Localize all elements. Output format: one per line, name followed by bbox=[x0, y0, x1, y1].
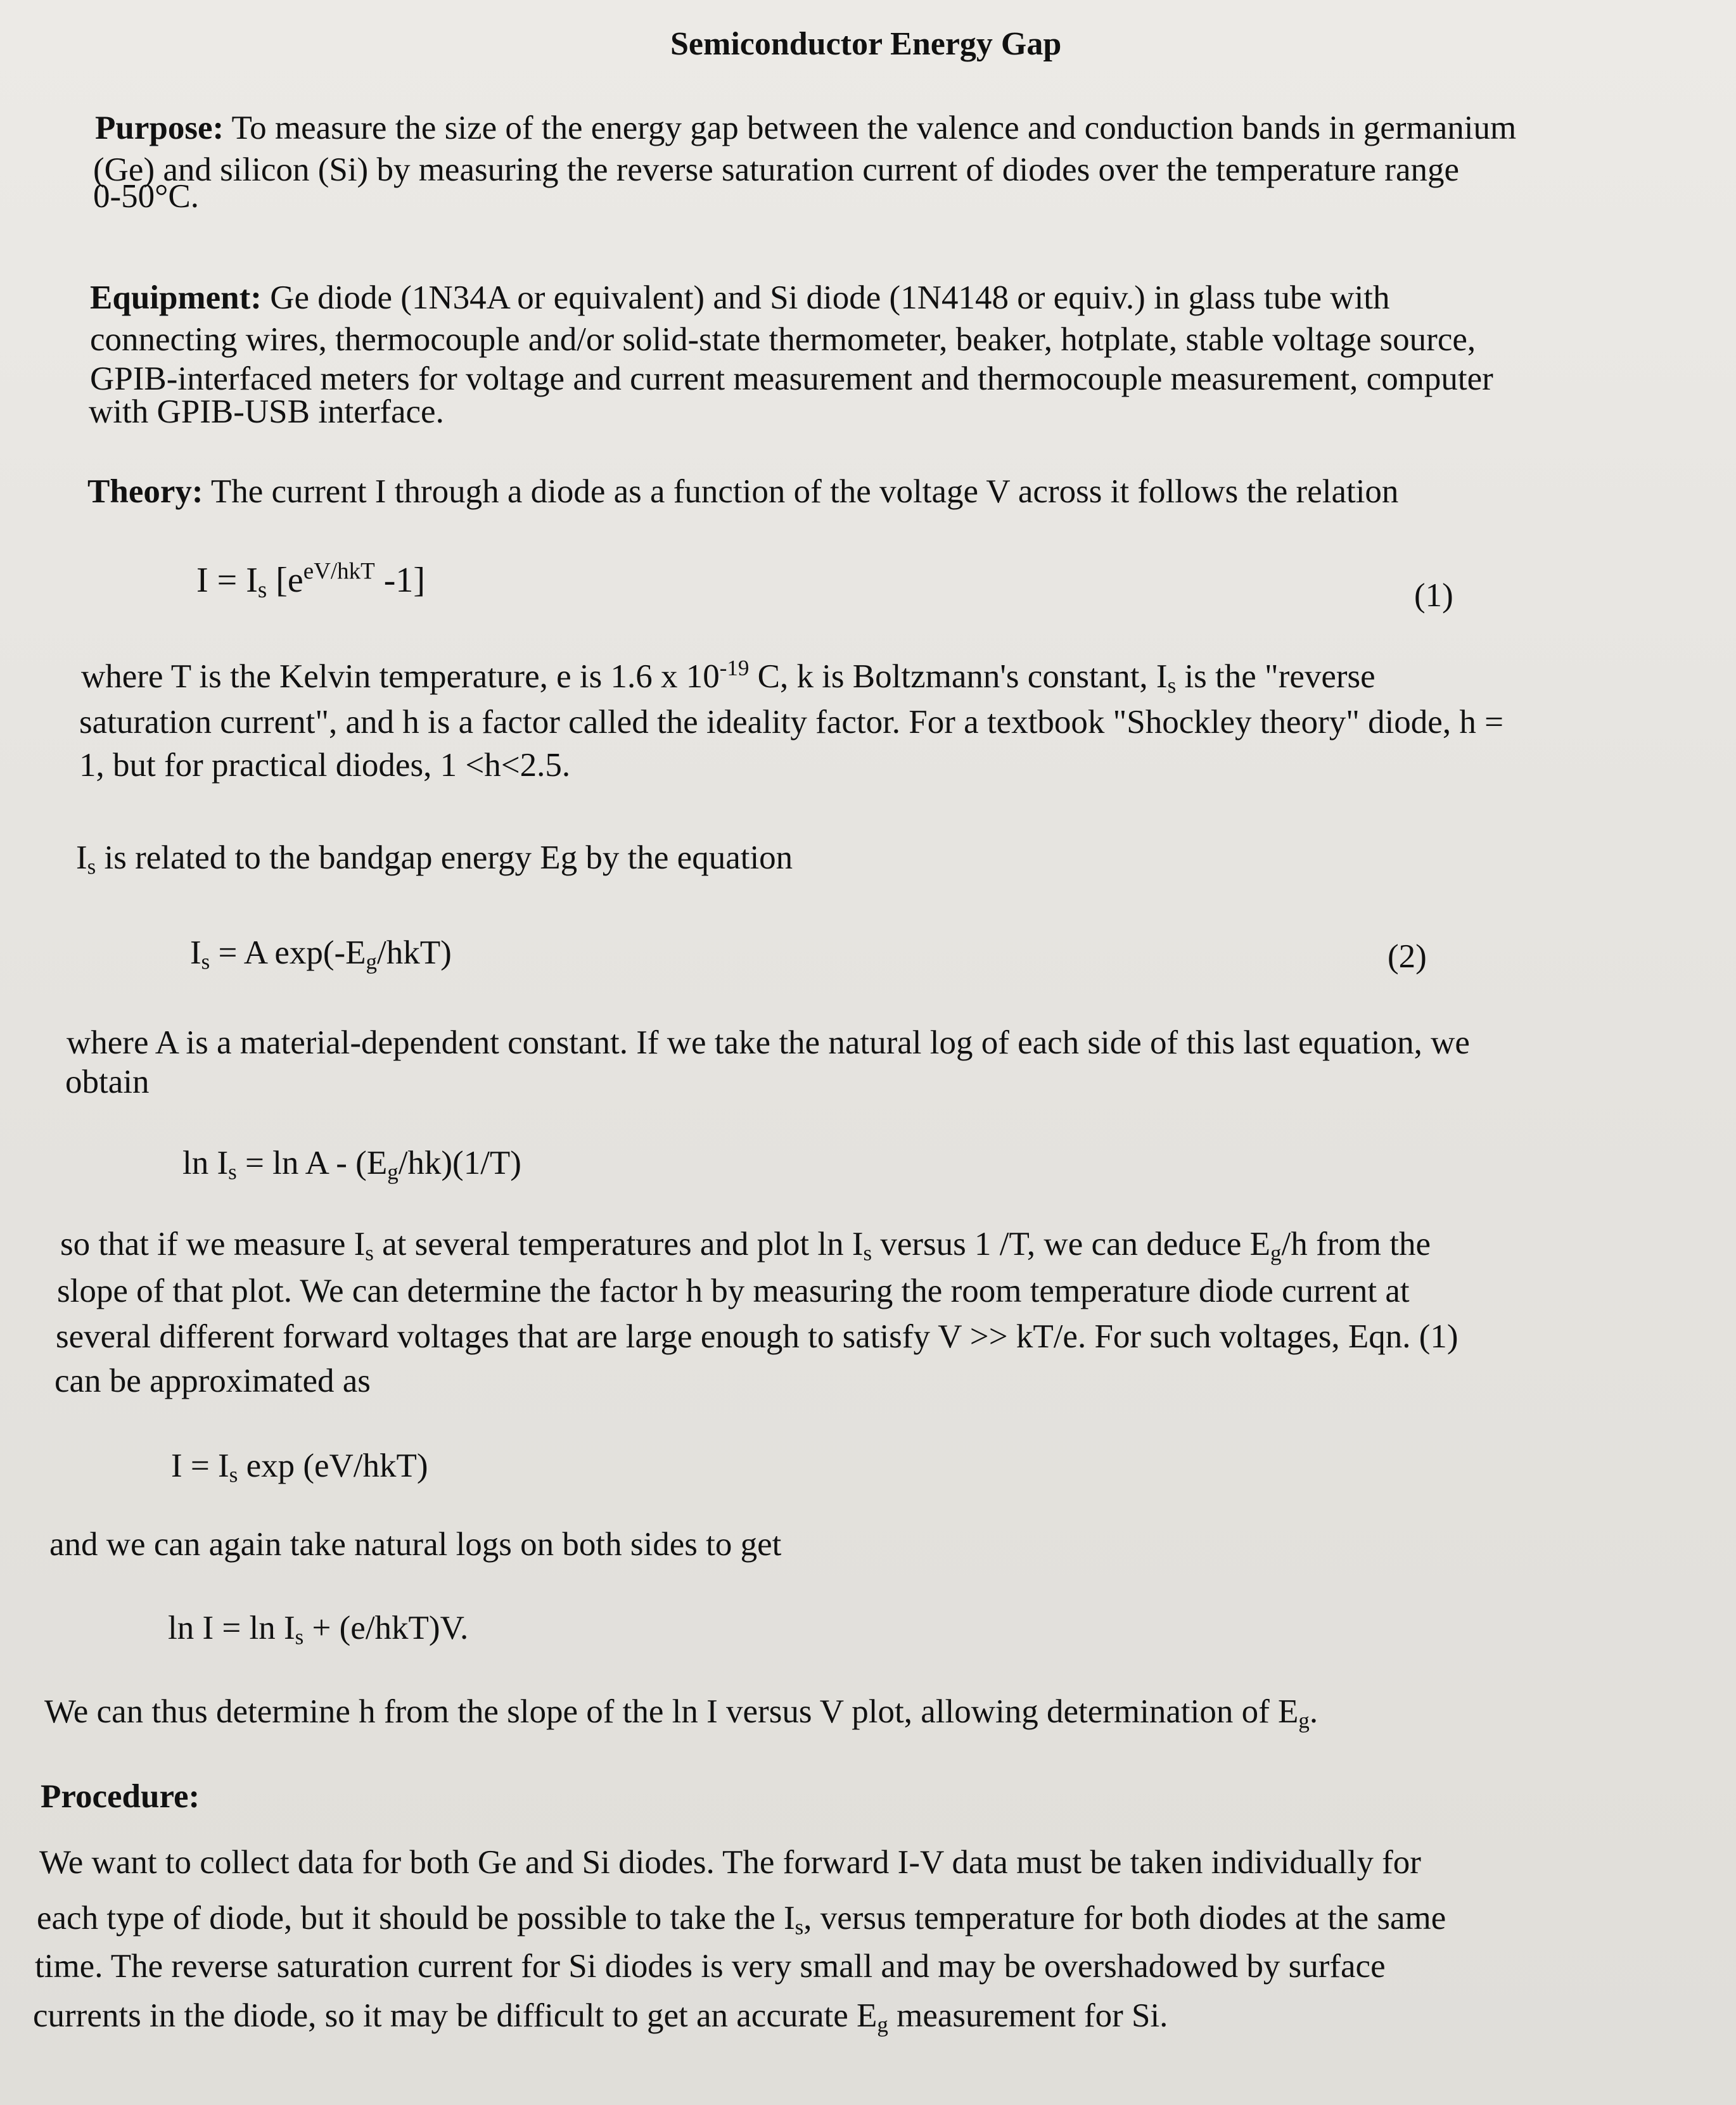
purpose-line-2: (Ge) and silicon (Si) by measuring the reverse saturation current of diodes over the temperature range bbox=[93, 151, 1459, 188]
so-that-line-1: so that if we measure $I_s$ at several temperatures and plot $\ln I_s$ versus 1 /T, we can deduce $E_g/h$ from the bbox=[60, 1226, 1431, 1266]
equation-2: $I_s = A$ $\exp(-E_g/hkT)$ bbox=[190, 934, 452, 974]
equipment-line-4: with GPIB-USB interface. bbox=[89, 393, 444, 430]
so-that-line-4: can be approximated as bbox=[54, 1363, 371, 1399]
equation-2-number: (2) bbox=[1388, 938, 1427, 975]
purpose-line-1 bbox=[95, 108, 1516, 148]
equipment-label: Equipment: bbox=[90, 279, 262, 316]
theory-intro-text: The current I through a diode as a function of the voltage V across it follows the relation bbox=[210, 473, 1399, 510]
so-that-line-3: several different forward voltages that are large enough to satisfy V >> kT/e. For such voltages, Eqn. (1) bbox=[56, 1318, 1458, 1355]
thus-line: We can thus determine h from the slope of the ln I versus V plot, allowing determination of $E_g$. bbox=[44, 1693, 1318, 1733]
equation-1-number: (1) bbox=[1414, 577, 1453, 614]
is-related-line: $I_s$ is related to the bandgap energy Eg by the equation bbox=[76, 839, 793, 879]
theory-label: Theory: bbox=[87, 473, 203, 510]
purpose-text: To measure the size of the energy gap between the valence and conduction bands in germanium bbox=[231, 110, 1517, 146]
equipment-line-3: GPIB-interfaced meters for voltage and current measurement and thermocouple measurement, computer bbox=[90, 360, 1493, 397]
theory-where-line-3: 1, but for practical diodes, 1 <h<2.5. bbox=[79, 747, 571, 784]
procedure-line-2: each type of diode, but it should be possible to take the $I_s$, versus temperature for both diodes at the same bbox=[37, 1900, 1446, 1940]
theory-where-line-2: saturation current", and h is a factor called the ideality factor. For a textbook "Shockley theory" diode, h = bbox=[79, 704, 1503, 741]
equipment-text: Ge diode (1N34A or equivalent) and Si diode (1N4148 or equiv.) in glass tube with bbox=[270, 279, 1390, 316]
purpose-label: Purpose: bbox=[95, 110, 224, 146]
where-a-line-2: obtain bbox=[65, 1064, 150, 1100]
theory-line-intro bbox=[87, 471, 1398, 512]
theory-where-line-1: where T is the Kelvin temperature, e is 1.6 x $10^{-19}$ C, k is Boltzmann's constant, $I_s$ is the "reverse bbox=[81, 655, 1375, 698]
equation-3: $\ln I_s = \ln A - (E_g/hk)(1/T)$ bbox=[182, 1145, 521, 1185]
equation-4: $I = I_s$ exp (eV/hkT) bbox=[171, 1447, 428, 1487]
so-that-line-2: slope of that plot. We can determine the factor h by measuring the room temperature diode current at bbox=[57, 1273, 1410, 1309]
procedure-line-1: We want to collect data for both Ge and Si diodes. The forward I-V data must be taken individually for bbox=[39, 1844, 1421, 1881]
equipment-line-1 bbox=[90, 277, 1390, 318]
procedure-line-4: currents in the diode, so it may be difficult to get an accurate $E_g$ measurement for Si. bbox=[33, 1997, 1168, 2037]
page-title: Semiconductor Energy Gap bbox=[670, 26, 1062, 62]
procedure-line-3: time. The reverse saturation current for Si diodes is very small and may be overshadowed by surface bbox=[35, 1948, 1386, 1985]
again-line: and we can again take natural logs on both sides to get bbox=[49, 1526, 782, 1563]
where-a-line-1: where A is a material-dependent constant. If we take the natural log of each side of this last equation, we bbox=[67, 1024, 1470, 1061]
equation-1: $I = I_s$ [$e^{eV/hkT}$ -1] bbox=[196, 557, 425, 603]
purpose-line-3: 0-50°C. bbox=[93, 178, 199, 215]
procedure-label: Procedure: bbox=[41, 1778, 200, 1815]
equation-5: $\ln I = \ln I_s + (e/hkT)V$. bbox=[168, 1610, 469, 1650]
equipment-line-2: connecting wires, thermocouple and/or solid-state thermometer, beaker, hotplate, stable voltage source, bbox=[90, 321, 1476, 358]
